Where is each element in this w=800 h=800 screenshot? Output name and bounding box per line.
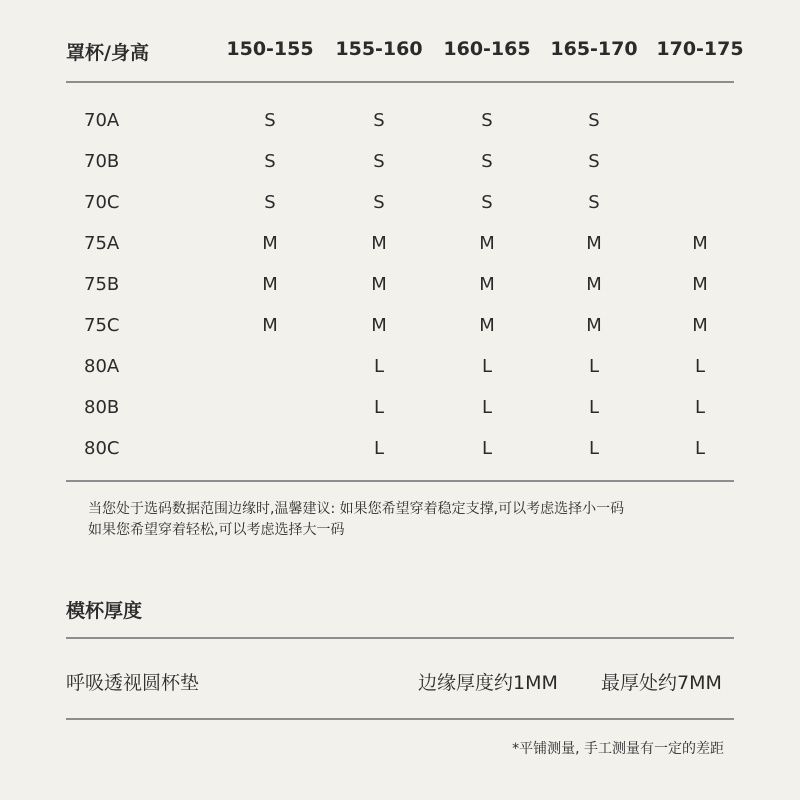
size-cell: M: [262, 233, 278, 254]
sizing-advice-line-2: 如果您希望穿着轻松,可以考虑选择大一码: [88, 522, 345, 538]
size-cell: M: [586, 233, 602, 254]
table-row: [0, 397, 800, 427]
header-height-160-165: 160-165: [443, 38, 531, 60]
cup-label: 75B: [84, 274, 120, 295]
size-cell: M: [262, 274, 278, 295]
cup-label: 75C: [84, 315, 120, 336]
size-cell: M: [479, 233, 495, 254]
size-cell: M: [692, 233, 708, 254]
cup-label: 70B: [84, 151, 120, 172]
table-row: [0, 315, 800, 345]
size-cell: M: [479, 315, 495, 336]
size-cell: L: [588, 397, 600, 418]
header-cup-height: 罩杯/身高: [66, 42, 149, 64]
size-cell: S: [588, 151, 600, 172]
cup-thickness-title: 模杯厚度: [66, 600, 143, 622]
cup-label: 80C: [84, 438, 120, 459]
table-bottom-divider: [66, 480, 734, 482]
size-cell: M: [586, 274, 602, 295]
table-row: [0, 356, 800, 386]
size-cell: S: [588, 110, 600, 131]
edge-thickness: 边缘厚度约1MM: [418, 672, 558, 694]
size-cell: S: [373, 151, 385, 172]
size-cell: S: [373, 110, 385, 131]
size-cell: S: [481, 110, 493, 131]
table-row: [0, 438, 800, 468]
size-cell: M: [371, 274, 387, 295]
size-cell: S: [264, 151, 276, 172]
cup-label: 70C: [84, 192, 120, 213]
size-cell: S: [373, 192, 385, 213]
size-cell: L: [373, 438, 385, 459]
table-row: [0, 110, 800, 140]
size-cell: L: [694, 438, 706, 459]
header-height-170-175: 170-175: [656, 38, 744, 60]
size-cell: M: [371, 233, 387, 254]
size-cell: S: [588, 192, 600, 213]
cup-label: 70A: [84, 110, 120, 131]
size-cell: L: [481, 397, 493, 418]
size-cell: S: [264, 192, 276, 213]
thickness-row: [0, 668, 800, 698]
cup-label: 80B: [84, 397, 120, 418]
header-height-165-170: 165-170: [550, 38, 638, 60]
size-cell: L: [694, 397, 706, 418]
header-height-150-155: 150-155: [226, 38, 314, 60]
size-cell: M: [692, 315, 708, 336]
size-cell: M: [692, 274, 708, 295]
size-cell: L: [373, 356, 385, 377]
size-cell: M: [262, 315, 278, 336]
size-cell: M: [371, 315, 387, 336]
table-row: [0, 151, 800, 181]
thickness-bottom-divider: [66, 718, 734, 720]
size-table-header: [0, 38, 800, 72]
cup-label: 80A: [84, 356, 120, 377]
size-cell: M: [479, 274, 495, 295]
header-height-155-160: 155-160: [335, 38, 423, 60]
size-cell: S: [481, 151, 493, 172]
size-cell: L: [373, 397, 385, 418]
size-cell: L: [481, 356, 493, 377]
table-row: [0, 192, 800, 222]
table-row: [0, 233, 800, 263]
size-cell: S: [264, 110, 276, 131]
sizing-advice-line-1: 当您处于选码数据范围边缘时,温馨建议: 如果您希望穿着稳定支撑,可以考虑选择小一码: [88, 501, 625, 517]
thickness-top-divider: [66, 637, 734, 639]
size-cell: M: [586, 315, 602, 336]
table-row: [0, 274, 800, 304]
cup-label: 75A: [84, 233, 120, 254]
size-cell: L: [588, 356, 600, 377]
header-divider: [66, 81, 734, 83]
size-cell: L: [481, 438, 493, 459]
size-cell: S: [481, 192, 493, 213]
max-thickness: 最厚处约7MM: [601, 672, 722, 694]
size-cell: L: [694, 356, 706, 377]
pad-name: 呼吸透视圆杯垫: [66, 672, 200, 694]
size-cell: L: [588, 438, 600, 459]
measurement-footnote: *平铺测量, 手工测量有一定的差距: [512, 741, 724, 757]
